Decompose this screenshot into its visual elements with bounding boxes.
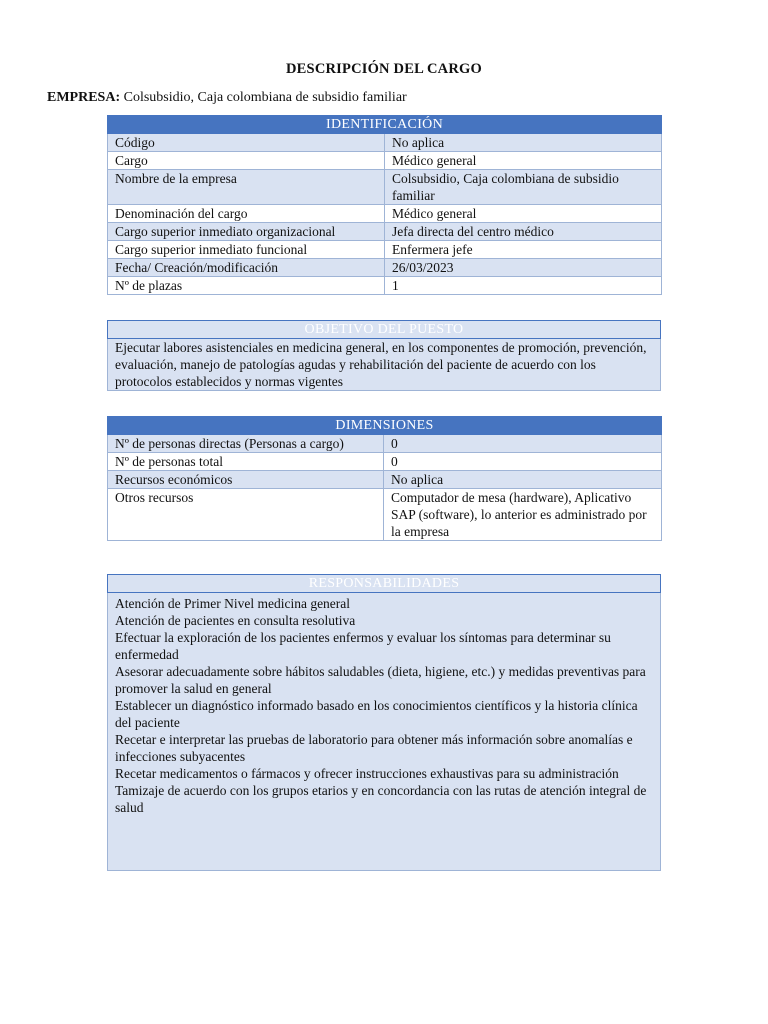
row-value: Médico general [385, 205, 662, 223]
row-label: Fecha/ Creación/modificación [108, 259, 385, 277]
table-row [108, 152, 662, 170]
row-value: Enfermera jefe [385, 241, 662, 259]
table-row [108, 134, 662, 152]
row-label: Código [108, 134, 385, 152]
table-row [108, 205, 662, 223]
row-value: 26/03/2023 [385, 259, 662, 277]
page-title: DESCRIPCIÓN DEL CARGO [286, 61, 482, 77]
row-label: Denominación del cargo [108, 205, 385, 223]
row-label: Recursos económicos [108, 471, 384, 489]
responsabilidades-header: RESPONSABILIDADES [108, 575, 661, 593]
table-row [108, 223, 662, 241]
row-label: Nº de personas total [108, 453, 384, 471]
list-item: Efectuar la exploración de los pacientes enfermos y evaluar los síntomas para determinar su enfermedad [115, 630, 611, 662]
row-label: Cargo superior inmediato organizacional [108, 223, 385, 241]
row-value: No aplica [384, 471, 662, 489]
row-value: Computador de mesa (hardware), Aplicativo SAP (software), lo anterior es administrado por la empresa [384, 489, 662, 541]
list-item: Atención de pacientes en consulta resolutiva [115, 613, 356, 628]
table-row [108, 259, 662, 277]
list-item: Recetar e interpretar las pruebas de laboratorio para obtener más información sobre anomalías e infecciones subyacentes [115, 732, 633, 764]
dimensiones-header: DIMENSIONES [108, 417, 662, 435]
identificacion-table [107, 115, 662, 295]
empresa-value: Colsubsidio, Caja colombiana de subsidio familiar [123, 90, 407, 105]
objetivo-header: OBJETIVO DEL PUESTO [108, 321, 661, 339]
empresa-line [47, 90, 407, 106]
row-label: Nº de plazas [108, 277, 385, 295]
row-value: Jefa directa del centro médico [385, 223, 662, 241]
list-item: Tamizaje de acuerdo con los grupos etarios y en concordancia con las rutas de atención integral de salud [115, 783, 647, 815]
row-value: 0 [384, 435, 662, 453]
table-row [108, 277, 662, 295]
row-label: Otros recursos [108, 489, 384, 541]
row-value: Médico general [385, 152, 662, 170]
row-label: Cargo [108, 152, 385, 170]
row-value: No aplica [385, 134, 662, 152]
table-row [108, 453, 662, 471]
table-row [108, 471, 662, 489]
row-value: Colsubsidio, Caja colombiana de subsidio familiar [385, 170, 662, 205]
table-row [108, 241, 662, 259]
table-row [108, 435, 662, 453]
table-row [108, 170, 662, 205]
list-item: Atención de Primer Nivel medicina general [115, 596, 351, 611]
row-label: Cargo superior inmediato funcional [108, 241, 385, 259]
objetivo-table [107, 320, 661, 391]
responsabilidades-list [108, 593, 661, 871]
empresa-label: EMPRESA: [47, 90, 121, 105]
row-label: Nº de personas directas (Personas a cargo) [108, 435, 384, 453]
list-item: Recetar medicamentos o fármacos y ofrecer instrucciones exhaustivas para su administración [115, 766, 619, 781]
objetivo-text: Ejecutar labores asistenciales en medicina general, en los componentes de promoción, prevención, evaluación, manejo de patologías agudas y rehabilitación del paciente de acuerdo con los protocolos establecidos y normas vigentes [108, 339, 661, 391]
table-row [108, 489, 662, 541]
responsabilidades-table [107, 574, 661, 871]
list-item: Establecer un diagnóstico informado basado en los conocimientos científicos y la historia clínica del paciente [115, 698, 638, 730]
dimensiones-table [107, 416, 662, 541]
row-value: 0 [384, 453, 662, 471]
identificacion-header: IDENTIFICACIÓN [108, 116, 662, 134]
row-value: 1 [385, 277, 662, 295]
list-item: Asesorar adecuadamente sobre hábitos saludables (dieta, higiene, etc.) y medidas preventivas para promover la salud en general [115, 664, 646, 696]
row-label: Nombre de la empresa [108, 170, 385, 205]
